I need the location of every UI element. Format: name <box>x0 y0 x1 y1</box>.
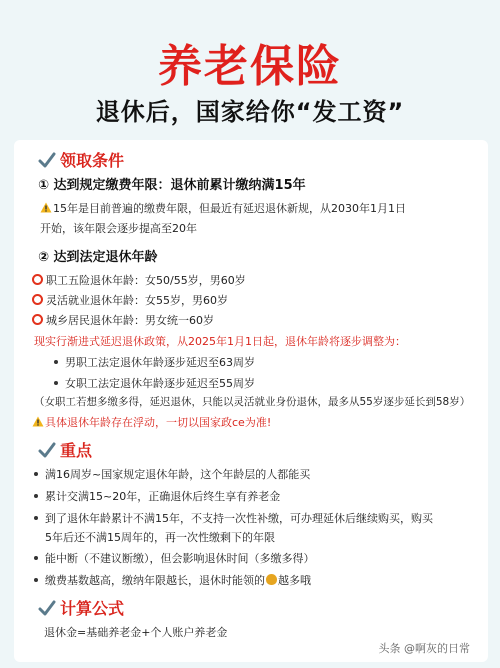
section-heading-conditions <box>38 148 124 171</box>
circle-icon <box>32 294 43 305</box>
condition-1-text-cont: 开始，该年限会逐步提高至20年 <box>40 222 197 235</box>
warning-note: 具体退休年龄存在浮动，一切以国家政ce为准! <box>32 414 271 430</box>
checkmark-icon <box>38 152 56 168</box>
keypoint-item-cont: 5年后还不满15周年的，再一次性缴剩下的年限 <box>45 531 275 544</box>
condition-1-title: ① 达到规定缴费年限：退休前累计缴纳满15年 <box>38 178 306 193</box>
keypoint-item: 到了退休年龄累计不满15年，不支持一次性补缴，可办理延休后继续购买，购买 <box>34 510 433 526</box>
age-item: 灵活就业退休年龄：女55岁，男60岁 <box>32 292 228 308</box>
warning-icon <box>32 416 44 427</box>
footer-watermark: 头条 @啊灰的日常 <box>378 642 470 655</box>
keypoint-item: 累计交满15~20年，正确退休后终生享有养老金 <box>34 488 280 504</box>
checkmark-icon <box>38 600 56 616</box>
condition-2-title: ② 达到法定退休年龄 <box>38 250 158 265</box>
age-item: 职工五险退休年龄：女50/55岁，男60岁 <box>32 272 246 288</box>
section-heading-keypoints <box>38 438 92 461</box>
circle-icon <box>32 314 43 325</box>
checkmark-icon <box>38 442 56 458</box>
page-title: 养老保险 <box>158 41 342 92</box>
policy-note: 现实行渐进式延迟退休政策，从2025年1月1日起，退休年龄将逐步调整为： <box>34 335 406 348</box>
money-bag-icon <box>266 574 277 585</box>
condition-1-text: 15年是目前普遍的缴费年限，但最近有延迟退休新规，从2030年1月1日 <box>40 200 406 216</box>
policy-item: 男职工法定退休年龄逐步延迟至63周岁 <box>54 354 255 370</box>
page-subtitle: 退休后，国家给你“发工资” <box>95 98 405 126</box>
content-card <box>14 140 488 662</box>
keypoint-item: 满16周岁~国家规定退休年龄，这个年龄层的人都能买 <box>34 466 310 482</box>
circle-icon <box>32 274 43 285</box>
section-heading-label: 重点 <box>60 441 93 460</box>
formula-text: 退休金=基础养老金+个人账户养老金 <box>44 626 228 639</box>
age-item: 城乡居民退休年龄：男女统一60岁 <box>32 312 214 328</box>
warning-icon <box>40 202 52 213</box>
keypoint-item: 缴费基数越高，缴纳年限越长，退休时能领的 越多哦 <box>34 572 311 588</box>
keypoint-item: 能中断（不建议断缴），但会影响退休时间（多缴多得） <box>34 550 315 566</box>
section-heading-label: 计算公式 <box>60 599 125 618</box>
section-heading-label: 领取条件 <box>60 151 125 170</box>
paren-note: （女职工若想多缴多得，延迟退休，只能以灵活就业身份退休，最多从55岁逐步延长到58岁） <box>34 396 471 408</box>
section-heading-formula <box>38 596 124 619</box>
policy-item: 女职工法定退休年龄逐步延迟至55周岁 <box>54 375 255 391</box>
